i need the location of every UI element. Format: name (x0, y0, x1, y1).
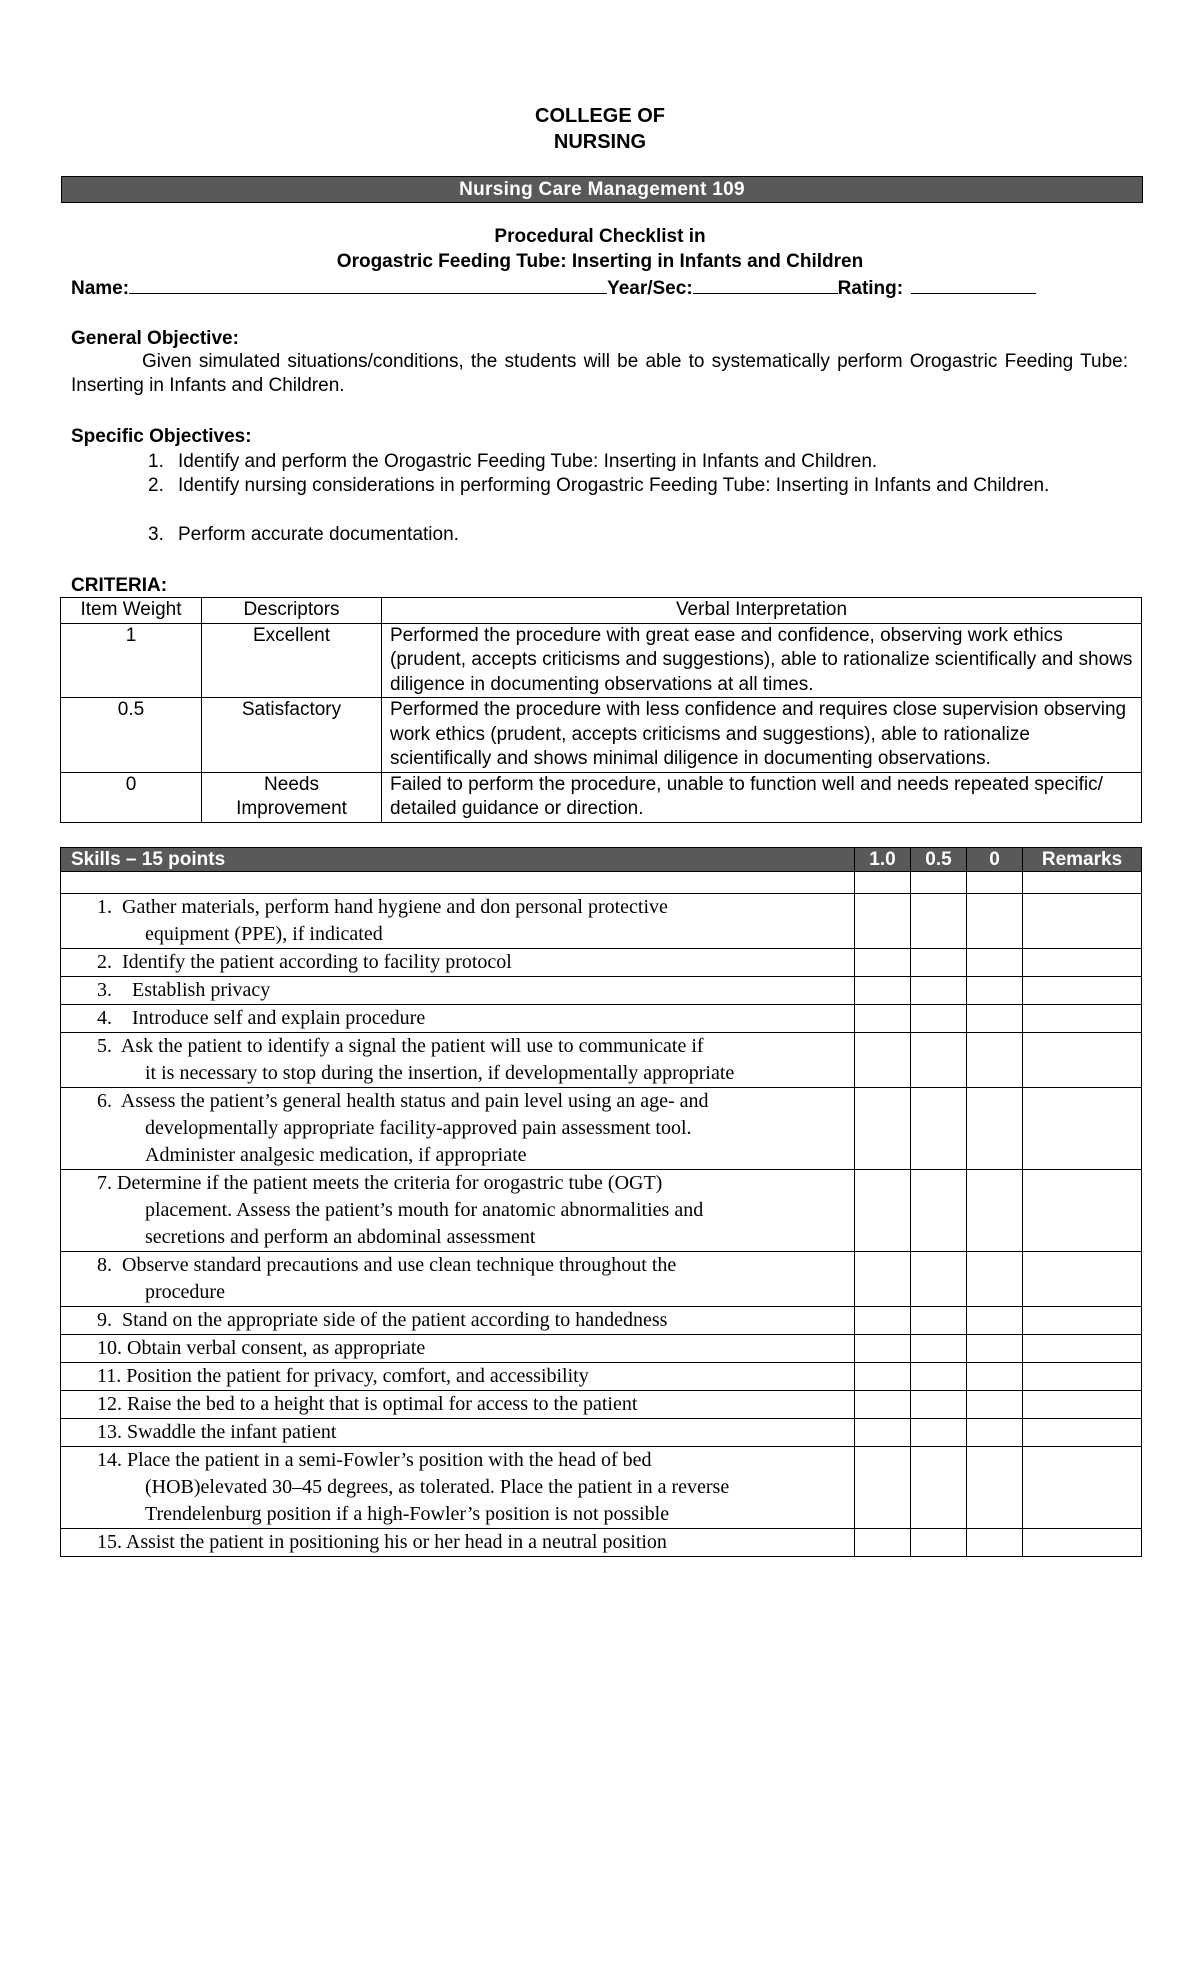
skill-step-continuation: procedure (145, 1281, 225, 1303)
criteria-table (60, 597, 1142, 823)
remarks-cell[interactable] (1023, 1088, 1142, 1170)
skill-step (61, 1529, 855, 1557)
score-half-cell[interactable] (911, 894, 967, 949)
score-0-cell[interactable] (967, 1088, 1023, 1170)
name-field[interactable] (129, 275, 607, 294)
skill-row (61, 1447, 1142, 1529)
score-1-cell[interactable] (855, 1419, 911, 1447)
score-1-cell[interactable] (855, 1252, 911, 1307)
remarks-cell[interactable] (1023, 1307, 1142, 1335)
score-0-cell[interactable] (967, 1529, 1023, 1557)
skill-step (61, 1335, 855, 1363)
score-half-cell[interactable] (911, 1447, 967, 1529)
skill-row (61, 1363, 1142, 1391)
skill-step-text: 6. Assess the patient’s general health status and pain level using an age- and (97, 1090, 709, 1112)
score-1-cell[interactable] (855, 1170, 911, 1252)
college-name-line1: COLLEGE OF (535, 105, 665, 127)
skill-row (61, 1335, 1142, 1363)
skill-step (61, 1005, 855, 1033)
remarks-cell[interactable] (1023, 1170, 1142, 1252)
skill-step-text: 9. Stand on the appropriate side of the patient according to handedness (97, 1309, 668, 1331)
remarks-cell[interactable] (1023, 1005, 1142, 1033)
skill-step-text: 10. Obtain verbal consent, as appropriate (97, 1337, 426, 1359)
col-item-weight: Item Weight (61, 598, 202, 624)
specific-objective-3: 3. Perform accurate documentation. (148, 524, 459, 545)
score-1-cell[interactable] (855, 1447, 911, 1529)
score-half-cell[interactable] (911, 1419, 967, 1447)
skill-step-continuation: secretions and perform an abdominal assessment (145, 1226, 536, 1248)
skill-step (61, 1033, 855, 1088)
score-half-cell[interactable] (911, 977, 967, 1005)
score-half-cell[interactable] (911, 1391, 967, 1419)
score-half-cell[interactable] (911, 1363, 967, 1391)
skill-row (61, 894, 1142, 949)
remarks-cell[interactable] (1023, 1419, 1142, 1447)
remarks-cell[interactable] (1023, 1529, 1142, 1557)
skill-step (61, 1363, 855, 1391)
skill-step-continuation: developmentally appropriate facility-approved pain assessment tool. (145, 1117, 692, 1139)
score-0-cell[interactable] (967, 977, 1023, 1005)
score-0-cell[interactable] (967, 1419, 1023, 1447)
score-0-cell[interactable] (967, 1252, 1023, 1307)
remarks-cell[interactable] (1023, 1252, 1142, 1307)
skill-step-continuation: Trendelenburg position if a high-Fowler’s position is not possible (145, 1503, 670, 1525)
skill-step (61, 1391, 855, 1419)
col-verbal-interpretation: Verbal Interpretation (382, 598, 1142, 624)
descriptor: Excellent (202, 623, 382, 698)
skills-header-row (61, 848, 1142, 872)
skill-row (61, 1170, 1142, 1252)
skill-row (61, 1252, 1142, 1307)
score-0-cell[interactable] (967, 1391, 1023, 1419)
skills-heading: Skills – 15 points (61, 848, 855, 872)
descriptor: Needs Improvement (202, 772, 382, 822)
skill-step-text: 8. Observe standard precautions and use clean technique throughout the (97, 1254, 677, 1276)
score-half-cell[interactable] (911, 949, 967, 977)
item-weight: 0.5 (61, 698, 202, 773)
remarks-cell[interactable] (1023, 894, 1142, 949)
rating-field[interactable] (911, 275, 1036, 294)
remarks-cell[interactable] (1023, 1447, 1142, 1529)
score-half-cell[interactable] (911, 1005, 967, 1033)
col-descriptors: Descriptors (202, 598, 382, 624)
skill-step (61, 1252, 855, 1307)
skill-row (61, 1529, 1142, 1557)
score-1-cell[interactable] (855, 1391, 911, 1419)
score-1-cell[interactable] (855, 977, 911, 1005)
skill-row (61, 1391, 1142, 1419)
specific-objective-2: 2. Identify nursing considerations in performing Orogastric Feeding Tube: Inserting in Infants and Children. (148, 475, 1050, 496)
general-objective-heading: General Objective: (71, 328, 239, 349)
score-1-cell[interactable] (855, 1033, 911, 1088)
specific-objective-1: 1. Identify and perform the Orogastric Feeding Tube: Inserting in Infants and Children. (148, 451, 878, 472)
skill-step-text: 11. Position the patient for privacy, comfort, and accessibility (97, 1365, 589, 1387)
score-half-cell[interactable] (911, 1252, 967, 1307)
skills-spacer-row (61, 872, 1142, 894)
checklist-title-line1: Procedural Checklist in (494, 226, 706, 247)
skill-row (61, 1088, 1142, 1170)
skills-checklist-table (60, 847, 1142, 1557)
checklist-title-line2: Orogastric Feeding Tube: Inserting in Infants and Children (336, 251, 864, 272)
criteria-row (61, 698, 1142, 773)
skill-step-continuation: Administer analgesic medication, if appropriate (145, 1144, 527, 1166)
yearsec-label: Year/Sec: (607, 278, 693, 299)
remarks-cell[interactable] (1023, 1033, 1142, 1088)
criteria-heading: CRITERIA: (71, 575, 168, 596)
score-1-cell[interactable] (855, 949, 911, 977)
skill-row (61, 1307, 1142, 1335)
skill-step (61, 894, 855, 949)
remarks-cell[interactable] (1023, 1391, 1142, 1419)
skill-step-text: 14. Place the patient in a semi-Fowler’s position with the head of bed (97, 1449, 652, 1471)
skill-step-text: 7. Determine if the patient meets the criteria for orogastric tube (OGT) (97, 1172, 663, 1194)
score-1-cell[interactable] (855, 1335, 911, 1363)
skill-step (61, 1419, 855, 1447)
item-weight: 1 (61, 623, 202, 698)
remarks-cell[interactable] (1023, 1335, 1142, 1363)
score-half-cell[interactable] (911, 1529, 967, 1557)
skill-row (61, 1005, 1142, 1033)
skill-step (61, 1447, 855, 1529)
score-half-cell[interactable] (911, 1335, 967, 1363)
descriptor: Satisfactory (202, 698, 382, 773)
score-0-cell[interactable] (967, 949, 1023, 977)
criteria-header-row (61, 598, 1142, 624)
score-1-cell[interactable] (855, 1088, 911, 1170)
skill-step-text: 1. Gather materials, perform hand hygiene and don personal protective (97, 896, 668, 918)
col-score-1: 1.0 (855, 848, 911, 872)
yearsec-field[interactable] (693, 275, 838, 294)
rating-label: Rating: (837, 278, 904, 299)
col-score-half: 0.5 (911, 848, 967, 872)
verbal-interpretation: Failed to perform the procedure, unable to function well and needs repeated specific/ detailed guidance or direction. (382, 772, 1142, 822)
score-0-cell[interactable] (967, 894, 1023, 949)
remarks-cell[interactable] (1023, 977, 1142, 1005)
skill-step-text: 13. Swaddle the infant patient (97, 1421, 337, 1443)
item-weight: 0 (61, 772, 202, 822)
skill-row (61, 1419, 1142, 1447)
skill-step (61, 1170, 855, 1252)
score-half-cell[interactable] (911, 1170, 967, 1252)
score-1-cell[interactable] (855, 1529, 911, 1557)
skill-step-text: 12. Raise the bed to a height that is optimal for access to the patient (97, 1393, 638, 1415)
score-half-cell[interactable] (911, 1307, 967, 1335)
score-half-cell[interactable] (911, 1033, 967, 1088)
score-0-cell[interactable] (967, 1335, 1023, 1363)
score-0-cell[interactable] (967, 1005, 1023, 1033)
skill-step-text: 15. Assist the patient in positioning his or her head in a neutral position (97, 1531, 667, 1553)
score-0-cell[interactable] (967, 1033, 1023, 1088)
verbal-interpretation: Performed the procedure with great ease and confidence, observing work ethics (prudent, accepts criticisms and suggestions), able to rationalize scientifically and shows diligence in documenting observations at all times. (382, 623, 1142, 698)
college-name-line2: NURSING (553, 131, 647, 153)
skill-step-continuation: placement. Assess the patient’s mouth for anatomic abnormalities and (145, 1199, 704, 1221)
score-1-cell[interactable] (855, 1307, 911, 1335)
skill-step-text: 4. Introduce self and explain procedure (97, 1007, 426, 1029)
student-info-line (71, 275, 1036, 300)
skill-step (61, 977, 855, 1005)
score-1-cell[interactable] (855, 1363, 911, 1391)
name-label: Name: (71, 278, 130, 299)
skill-step (61, 1307, 855, 1335)
score-0-cell[interactable] (967, 1447, 1023, 1529)
skill-row (61, 1033, 1142, 1088)
skill-step-continuation: it is necessary to stop during the insertion, if developmentally appropriate (145, 1062, 735, 1084)
skill-step-text: 5. Ask the patient to identify a signal the patient will use to communicate if (97, 1035, 704, 1057)
skill-step-text: 2. Identify the patient according to facility protocol (97, 951, 512, 973)
skill-row (61, 977, 1142, 1005)
general-objective-text: Given simulated situations/conditions, the students will be able to systematically perform Orogastric Feeding Tube: Inserting in Infants and Children. (71, 351, 1128, 396)
criteria-row (61, 623, 1142, 698)
score-1-cell[interactable] (855, 1005, 911, 1033)
criteria-row (61, 772, 1142, 822)
skill-step (61, 1088, 855, 1170)
score-0-cell[interactable] (967, 1170, 1023, 1252)
remarks-cell[interactable] (1023, 949, 1142, 977)
skill-step (61, 949, 855, 977)
verbal-interpretation: Performed the procedure with less confidence and requires close supervision observing work ethics (prudent, accepts criticisms and suggestions), able to rationalize scientifically and shows minimal diligence in documenting observations. (382, 698, 1142, 773)
course-banner: Nursing Care Management 109 (61, 176, 1143, 203)
skill-step-continuation: (HOB)elevated 30–45 degrees, as tolerated. Place the patient in a reverse (145, 1476, 730, 1498)
specific-objectives-heading: Specific Objectives: (71, 426, 252, 447)
remarks-cell[interactable] (1023, 1363, 1142, 1391)
skill-row (61, 949, 1142, 977)
score-0-cell[interactable] (967, 1363, 1023, 1391)
score-1-cell[interactable] (855, 894, 911, 949)
score-0-cell[interactable] (967, 1307, 1023, 1335)
col-remarks: Remarks (1023, 848, 1142, 872)
skill-step-continuation: equipment (PPE), if indicated (145, 923, 383, 945)
skill-step-text: 3. Establish privacy (97, 979, 271, 1001)
score-half-cell[interactable] (911, 1088, 967, 1170)
col-score-0: 0 (967, 848, 1023, 872)
